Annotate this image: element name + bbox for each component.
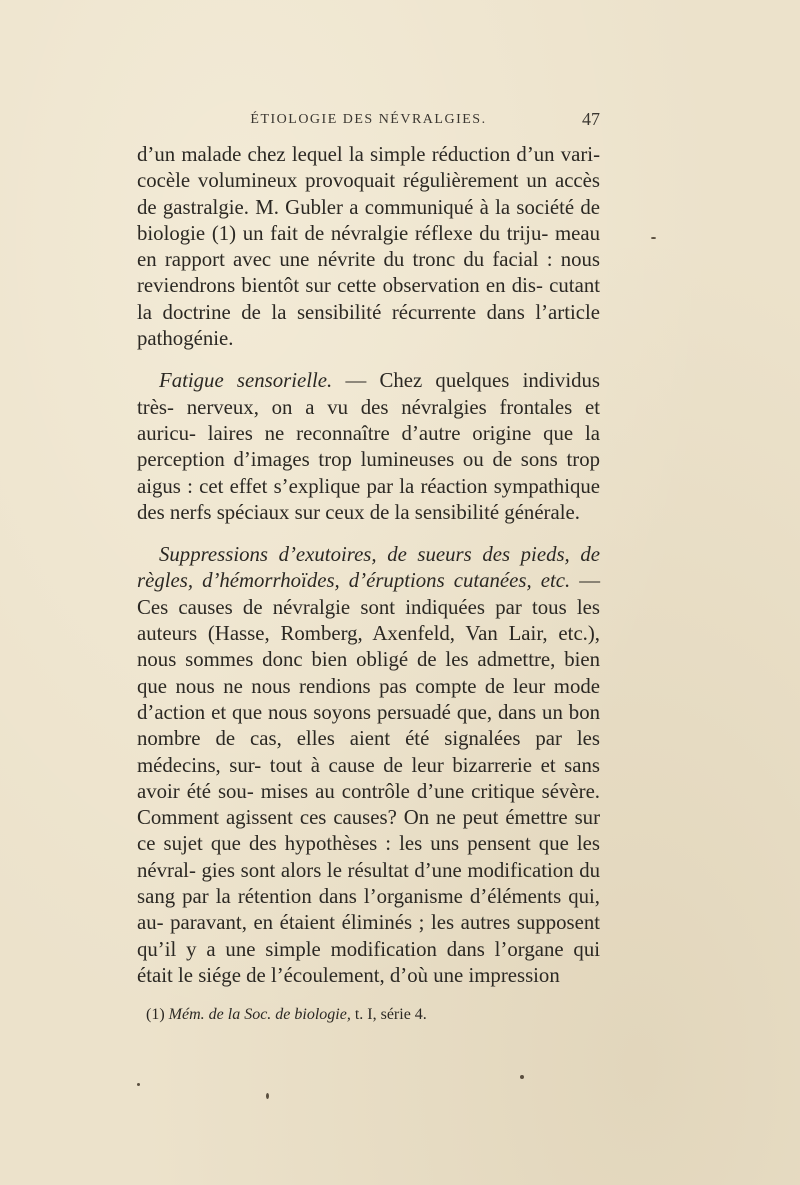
footnote [146,1006,600,1024]
paper-speck [520,1075,524,1079]
paper-speck [651,237,656,239]
footnote-marker: (1) [146,1006,165,1023]
paragraph-3 [137,542,600,989]
paragraph-3-heading: Suppressions d’exutoires, de sueurs des pieds, de règles, d’hémorrhoïdes, d’éruptions cutanées, etc. [137,543,600,593]
footnote-source: Mém. de la Soc. de biologie, [168,1006,351,1023]
paragraph-1: d’un malade chez lequel la simple réduction d’un vari- cocèle volumineux provoquait régulièrement un accès de gastralgie. M. Gubler a communiqué à la société de biologie (1) un fait de névralgie réflexe du triju- meau en rapport avec une névrite du tronc du facial : nous reviendrons bientôt sur cette observation en dis- cutant la doctrine de la sensibilité récurrente dans l’article pathogénie. [137,143,600,351]
page-number: 47 [582,109,600,129]
paragraph-2-heading: Fatigue sensorielle. [159,369,333,393]
paragraph-2 [137,368,600,526]
running-head [137,109,600,134]
running-title: ÉTIOLOGIE DES NÉVRALGIES. [250,112,487,127]
body-text [137,142,600,989]
footnote-details: t. I, série 4. [350,1006,427,1023]
paragraph-2-text: — Chez quelques individus très- nerveux, on a vu des névralgies frontales et auricu- laires ne reconnaître d’autre origine que la perception d’images trop lumineuses ou de sons trop aigus : cet effet s’explique par la réaction sympathique des nerfs spéciaux sur ceux de la sensibilité générale. [137,369,601,524]
paper-speck [137,1083,140,1086]
paragraph-3-text: — Ces causes de névralgie sont indiquées par tous les auteurs (Hasse, Romberg, Axenfeld, Van Lair, etc.), nous sommes donc bien obligé de les admettre, bien que nous ne nous rendions pas compte de leur mode d’action et que nous soyons persuadé que, dans un bon nombre de cas, elles aient été signalées par les médecins, sur- tout à cause de leur bizarrerie et sans avoir été sou- mises au contrôle d’une critique sévère. Comment agissent ces causes? On ne peut émettre sur ce sujet que des hypothèses : les uns pensent que les névral- gies sont alors le résultat d’une modification du sang par la rétention dans l’organisme d’éléments qui, au- paravant, en étaient éliminés ; les autres supposent qu’il y a une simple modification dans l’organe qui était le siége de l’écoulement, d’où une impression [137,569,600,987]
paper-speck [266,1093,269,1099]
